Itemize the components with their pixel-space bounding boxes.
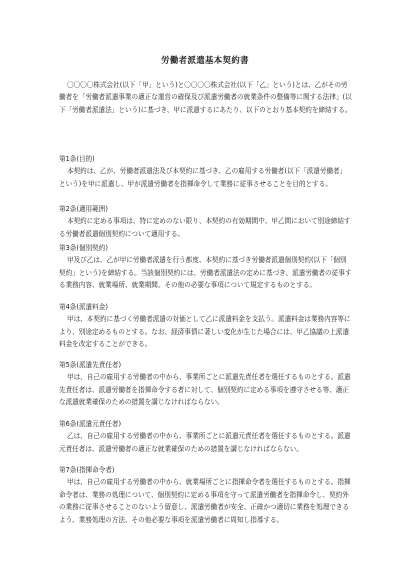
article-7 [59,464,352,526]
article-heading: 第3条(個別契約) [59,244,108,252]
article-body: 甲は、本契約に基づく労働者派遣の対価として乙に派遣料金を支払う。派遣料金は業務内容等により、別途定めるものとする。なお、経済事情に著しい変化が生じた場合には、甲乙協議の上派遣料金を改定することができる。 [59,315,351,349]
article-body: 甲は、自己の雇用する労働者の中から、就業場所ごとに指揮命令者を選任するものとする。指揮命令者は、業務の処理について、個別契約に定める事項を守って派遣労働者を指揮命令し、契約外の業務に従事させることのないよう留意し、派遣労働者が安全、正確かつ適切に業務を処理できるよう、業務処理の方法、その他必要な事項を派遣労働者に周知し指導する。 [59,478,351,524]
document-title: 労働者派遣基本契約書 [161,55,249,65]
article-4 [59,301,352,351]
article-heading: 第6条(派遣元責任者) [59,420,122,428]
article-body: 甲は、自己の雇用する労働者の中から、事業所ごとに派遣先責任者を選任するものとする。派遣先責任者は、派遣労働者を指揮命令する者に対して、個別契約に定める事項を遵守させる等、適正な派遣就業確保のための措置を講じなければならない。 [59,373,351,407]
intro-paragraph: 〇〇〇〇株式会社(以下「甲」という)と〇〇〇〇株式会社(以下「乙」という)とは、乙がその労働者を「労働者派遣事業の適正な運営の確保及び派遣労働者の就業条件の整備等に関する法律」(以下「労働者派遣法」という)に基づき、甲に派遣するにあたり、以下のとおり基本契約を締結する。 [59,81,352,114]
article-heading: 第7条(指揮命令者) [59,466,115,474]
article-6 [59,418,352,455]
article-heading: 第5条(派遣先責任者) [59,361,122,369]
article-body: 本契約は、乙が、労働者派遣法及び本契約に基づき、乙の雇用する労働者(以下「派遣労働者」という)を甲に派遣し、甲が派遣労働者を指揮命令して業務に従事させることを目的とする。 [59,167,347,188]
article-5 [59,359,352,409]
article-heading: 第4条(派遣料金) [59,303,108,311]
article-3 [59,242,352,292]
article-2 [59,203,352,240]
article-body: 甲及び乙は、乙が甲に労働者派遣を行う都度、本契約に基づき労働者派遣個別契約(以下「個別契約」という)を締結する。当該個別契約には、労働者派遣法の定めに基づき、派遣労働者の従事する業務内容、就業場所、就業期間、その他の必要な事項について規定するものとする。 [59,256,352,290]
article-body: 乙は、自己の雇用する労働者の中から、事業所ごとに派遣元責任者を選任するものとする。派遣元責任者は、派遣労働者の適正な就業確保のための措置を講じなければならない。 [59,432,351,453]
article-heading: 第2条(適用範囲) [59,205,108,213]
article-body: 本契約に定める事項は、特に定めのない限り、本契約の有効期間中、甲乙間において別途締結する労働者派遣個別契約について適用する。 [59,217,351,238]
article-1 [59,153,352,190]
article-heading: 第1条(目的) [59,155,95,163]
